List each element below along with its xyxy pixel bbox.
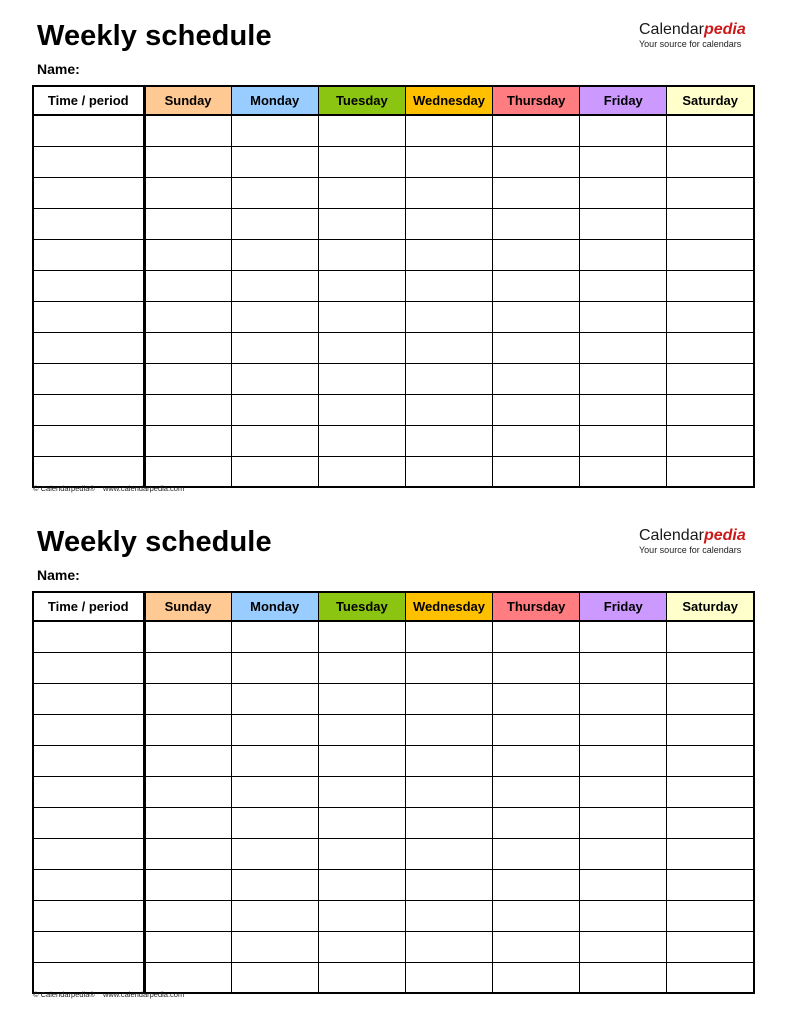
schedule-cell[interactable] [405, 900, 492, 931]
schedule-cell[interactable] [493, 239, 580, 270]
schedule-cell[interactable] [405, 714, 492, 745]
footer-credit [33, 990, 184, 999]
schedule-row [33, 115, 754, 146]
brand-name [639, 526, 769, 545]
schedule-row [33, 208, 754, 239]
schedule-body [33, 115, 754, 487]
schedule-cell[interactable] [580, 177, 667, 208]
schedule-cell[interactable] [580, 683, 667, 714]
schedule-cell[interactable] [667, 714, 754, 745]
schedule-cell[interactable] [667, 146, 754, 177]
schedule-cell[interactable] [405, 177, 492, 208]
schedule-cell[interactable] [144, 425, 231, 456]
schedule-cell[interactable] [667, 239, 754, 270]
header-saturday: Saturday [667, 592, 754, 621]
time-period-cell[interactable] [33, 456, 144, 487]
brand-name-main: Calendar [639, 527, 704, 544]
schedule-cell[interactable] [493, 621, 580, 652]
schedule-cell[interactable] [144, 270, 231, 301]
schedule-cell[interactable] [318, 456, 405, 487]
schedule-cell[interactable] [231, 456, 318, 487]
schedule-cell[interactable] [144, 456, 231, 487]
schedule-cell[interactable] [318, 394, 405, 425]
schedule-cell[interactable] [318, 869, 405, 900]
time-period-cell[interactable] [33, 621, 144, 652]
schedule-cell[interactable] [493, 683, 580, 714]
schedule-cell[interactable] [231, 745, 318, 776]
schedule-cell[interactable] [231, 776, 318, 807]
schedule-cell[interactable] [405, 838, 492, 869]
schedule-cell[interactable] [318, 363, 405, 394]
schedule-cell[interactable] [144, 745, 231, 776]
schedule-cell[interactable] [318, 301, 405, 332]
schedule-row [33, 425, 754, 456]
schedule-cell[interactable] [231, 807, 318, 838]
brand-name [639, 20, 769, 39]
header-row [33, 86, 754, 115]
header-saturday: Saturday [667, 86, 754, 115]
time-period-cell[interactable] [33, 363, 144, 394]
schedule-cell[interactable] [318, 931, 405, 962]
time-period-cell[interactable] [33, 394, 144, 425]
schedule-cell[interactable] [318, 208, 405, 239]
schedule-cell[interactable] [493, 270, 580, 301]
time-period-cell[interactable] [33, 177, 144, 208]
time-period-cell[interactable] [33, 332, 144, 363]
schedule-cell[interactable] [667, 869, 754, 900]
page-title: Weekly schedule [37, 20, 272, 52]
schedule-table [32, 85, 755, 488]
schedule-row [33, 714, 754, 745]
footer-copyright: © Calendarpedia® [33, 484, 95, 493]
schedule-cell[interactable] [231, 363, 318, 394]
name-label: Name: [37, 61, 80, 77]
schedule-cell[interactable] [493, 838, 580, 869]
schedule-cell[interactable] [667, 807, 754, 838]
header-wednesday: Wednesday [405, 592, 492, 621]
schedule-row [33, 146, 754, 177]
schedule-cell[interactable] [318, 683, 405, 714]
schedule-cell[interactable] [405, 332, 492, 363]
schedule-cell[interactable] [144, 900, 231, 931]
time-period-cell[interactable] [33, 652, 144, 683]
time-period-cell[interactable] [33, 425, 144, 456]
schedule-cell[interactable] [144, 146, 231, 177]
schedule-cell[interactable] [580, 714, 667, 745]
schedule-cell[interactable] [318, 332, 405, 363]
schedule-cell[interactable] [318, 177, 405, 208]
schedule-cell[interactable] [405, 652, 492, 683]
schedule-cell[interactable] [231, 301, 318, 332]
schedule-cell[interactable] [231, 146, 318, 177]
schedule-cell[interactable] [144, 807, 231, 838]
name-label: Name: [37, 567, 80, 583]
schedule-cell[interactable] [580, 745, 667, 776]
time-period-cell[interactable] [33, 208, 144, 239]
schedule-cell[interactable] [493, 962, 580, 993]
schedule-cell[interactable] [144, 652, 231, 683]
schedule-cell[interactable] [144, 776, 231, 807]
schedule-cell[interactable] [580, 621, 667, 652]
schedule-cell[interactable] [405, 776, 492, 807]
schedule-row [33, 363, 754, 394]
header-row [33, 592, 754, 621]
schedule-cell[interactable] [231, 239, 318, 270]
schedule-cell[interactable] [580, 838, 667, 869]
schedule-cell[interactable] [144, 869, 231, 900]
schedule-cell[interactable] [318, 146, 405, 177]
schedule-cell[interactable] [493, 456, 580, 487]
schedule-cell[interactable] [493, 425, 580, 456]
brand-tagline: Your source for calendars [639, 39, 742, 49]
header-monday: Monday [231, 86, 318, 115]
time-period-cell[interactable] [33, 146, 144, 177]
schedule-cell[interactable] [580, 363, 667, 394]
schedule-cell[interactable] [318, 962, 405, 993]
schedule-cell[interactable] [318, 425, 405, 456]
schedule-cell[interactable] [231, 394, 318, 425]
time-period-cell[interactable] [33, 838, 144, 869]
schedule-row [33, 456, 754, 487]
schedule-cell[interactable] [493, 745, 580, 776]
schedule-cell[interactable] [144, 394, 231, 425]
footer-url: www.calendarpedia.com [102, 484, 185, 493]
schedule-cell[interactable] [667, 425, 754, 456]
schedule-row [33, 621, 754, 652]
schedule-cell[interactable] [318, 776, 405, 807]
schedule-cell[interactable] [667, 745, 754, 776]
brand-logo [639, 20, 769, 50]
time-period-cell[interactable] [33, 714, 144, 745]
schedule-cell[interactable] [405, 146, 492, 177]
schedule-cell[interactable] [318, 714, 405, 745]
header-time-period: Time / period [33, 86, 144, 115]
schedule-cell[interactable] [144, 301, 231, 332]
footer-url: www.calendarpedia.com [102, 990, 185, 999]
schedule-cell[interactable] [318, 115, 405, 146]
schedule-cell[interactable] [493, 177, 580, 208]
schedule-cell[interactable] [667, 900, 754, 931]
schedule-cell[interactable] [144, 714, 231, 745]
header-thursday: Thursday [493, 86, 580, 115]
brand-logo [639, 526, 769, 556]
schedule-cell[interactable] [580, 208, 667, 239]
schedule-row [33, 745, 754, 776]
schedule-cell[interactable] [493, 900, 580, 931]
schedule-cell[interactable] [493, 394, 580, 425]
schedule-cell[interactable] [144, 239, 231, 270]
schedule-cell[interactable] [580, 962, 667, 993]
schedule-cell[interactable] [580, 394, 667, 425]
schedule-row [33, 394, 754, 425]
schedule-table [32, 591, 755, 994]
schedule-cell[interactable] [231, 425, 318, 456]
header-friday: Friday [580, 86, 667, 115]
schedule-cell[interactable] [580, 301, 667, 332]
schedule-cell[interactable] [405, 425, 492, 456]
schedule-cell[interactable] [144, 115, 231, 146]
schedule-cell[interactable] [493, 776, 580, 807]
schedule-cell[interactable] [405, 456, 492, 487]
schedule-cell[interactable] [493, 714, 580, 745]
schedule-cell[interactable] [667, 456, 754, 487]
schedule-body [33, 621, 754, 993]
time-period-cell[interactable] [33, 745, 144, 776]
schedule-cell[interactable] [318, 900, 405, 931]
schedule-cell[interactable] [580, 332, 667, 363]
header-sunday: Sunday [144, 592, 231, 621]
schedule-cell[interactable] [231, 869, 318, 900]
schedule-cell[interactable] [405, 115, 492, 146]
time-period-cell[interactable] [33, 776, 144, 807]
schedule-cell[interactable] [667, 301, 754, 332]
time-period-cell[interactable] [33, 869, 144, 900]
schedule-cell[interactable] [318, 652, 405, 683]
time-period-cell[interactable] [33, 683, 144, 714]
schedule-row [33, 332, 754, 363]
schedule-cell[interactable] [144, 208, 231, 239]
schedule-row [33, 239, 754, 270]
schedule-cell[interactable] [667, 270, 754, 301]
time-period-cell[interactable] [33, 931, 144, 962]
schedule-cell[interactable] [667, 332, 754, 363]
time-period-cell[interactable] [33, 301, 144, 332]
schedule-cell[interactable] [580, 807, 667, 838]
time-period-cell[interactable] [33, 239, 144, 270]
schedule-cell[interactable] [318, 621, 405, 652]
schedule-cell[interactable] [144, 931, 231, 962]
brand-name-main: Calendar [639, 21, 704, 38]
schedule-cell[interactable] [405, 239, 492, 270]
schedule-cell[interactable] [144, 621, 231, 652]
schedule-cell[interactable] [667, 838, 754, 869]
schedule-cell[interactable] [580, 900, 667, 931]
schedule-row [33, 962, 754, 993]
schedule-cell[interactable] [580, 869, 667, 900]
schedule-cell[interactable] [318, 239, 405, 270]
time-period-cell[interactable] [33, 807, 144, 838]
header-monday: Monday [231, 592, 318, 621]
schedule-cell[interactable] [405, 621, 492, 652]
schedule-cell[interactable] [318, 838, 405, 869]
schedule-cell[interactable] [493, 869, 580, 900]
schedule-row [33, 652, 754, 683]
schedule-cell[interactable] [667, 652, 754, 683]
schedule-cell[interactable] [493, 301, 580, 332]
schedule-cell[interactable] [405, 869, 492, 900]
schedule-row [33, 776, 754, 807]
header-sunday: Sunday [144, 86, 231, 115]
brand-name-accent: pedia [703, 21, 746, 38]
schedule-cell[interactable] [667, 931, 754, 962]
schedule-cell[interactable] [405, 931, 492, 962]
schedule-cell[interactable] [667, 208, 754, 239]
schedule-cell[interactable] [231, 900, 318, 931]
time-period-cell[interactable] [33, 115, 144, 146]
schedule-cell[interactable] [580, 776, 667, 807]
schedule-cell[interactable] [405, 745, 492, 776]
schedule-cell[interactable] [580, 146, 667, 177]
schedule-cell[interactable] [493, 363, 580, 394]
schedule-cell[interactable] [405, 270, 492, 301]
weekly-schedule-1 [0, 0, 787, 500]
schedule-cell[interactable] [493, 208, 580, 239]
page-title: Weekly schedule [37, 526, 272, 558]
schedule-cell[interactable] [493, 146, 580, 177]
weekly-schedule-2 [0, 506, 787, 1006]
schedule-cell[interactable] [580, 115, 667, 146]
schedule-cell[interactable] [405, 301, 492, 332]
time-period-cell[interactable] [33, 270, 144, 301]
schedule-cell[interactable] [667, 683, 754, 714]
header-friday: Friday [580, 592, 667, 621]
schedule-cell[interactable] [405, 394, 492, 425]
schedule-cell[interactable] [231, 270, 318, 301]
schedule-cell[interactable] [231, 177, 318, 208]
time-period-cell[interactable] [33, 900, 144, 931]
schedule-cell[interactable] [580, 931, 667, 962]
schedule-cell[interactable] [318, 745, 405, 776]
schedule-cell[interactable] [231, 332, 318, 363]
schedule-cell[interactable] [493, 332, 580, 363]
schedule-cell[interactable] [144, 838, 231, 869]
schedule-cell[interactable] [405, 208, 492, 239]
schedule-cell[interactable] [493, 931, 580, 962]
schedule-cell[interactable] [231, 962, 318, 993]
schedule-cell[interactable] [231, 621, 318, 652]
header-tuesday: Tuesday [318, 592, 405, 621]
schedule-cell[interactable] [405, 807, 492, 838]
schedule-row [33, 301, 754, 332]
schedule-cell[interactable] [580, 652, 667, 683]
schedule-cell[interactable] [144, 683, 231, 714]
schedule-cell[interactable] [667, 962, 754, 993]
header-time-period: Time / period [33, 592, 144, 621]
schedule-cell[interactable] [144, 363, 231, 394]
schedule-row [33, 683, 754, 714]
schedule-cell[interactable] [580, 425, 667, 456]
schedule-cell[interactable] [231, 931, 318, 962]
schedule-cell[interactable] [667, 394, 754, 425]
schedule-cell[interactable] [493, 652, 580, 683]
footer-credit [33, 484, 184, 493]
schedule-cell[interactable] [405, 363, 492, 394]
footer-copyright: © Calendarpedia® [33, 990, 95, 999]
schedule-cell[interactable] [667, 177, 754, 208]
schedule-cell[interactable] [580, 239, 667, 270]
schedule-cell[interactable] [580, 270, 667, 301]
schedule-cell[interactable] [405, 962, 492, 993]
schedule-cell[interactable] [405, 683, 492, 714]
schedule-cell[interactable] [231, 714, 318, 745]
header-tuesday: Tuesday [318, 86, 405, 115]
time-period-cell[interactable] [33, 962, 144, 993]
schedule-cell[interactable] [318, 807, 405, 838]
schedule-row [33, 177, 754, 208]
schedule-cell[interactable] [231, 208, 318, 239]
schedule-row [33, 900, 754, 931]
header-thursday: Thursday [493, 592, 580, 621]
schedule-cell[interactable] [667, 776, 754, 807]
schedule-cell[interactable] [318, 270, 405, 301]
schedule-cell[interactable] [144, 962, 231, 993]
schedule-cell[interactable] [493, 115, 580, 146]
schedule-cell[interactable] [667, 363, 754, 394]
schedule-cell[interactable] [231, 115, 318, 146]
schedule-row [33, 270, 754, 301]
schedule-cell[interactable] [580, 456, 667, 487]
schedule-cell[interactable] [667, 115, 754, 146]
schedule-cell[interactable] [144, 332, 231, 363]
brand-tagline: Your source for calendars [639, 545, 742, 555]
schedule-cell[interactable] [493, 807, 580, 838]
schedule-cell[interactable] [231, 652, 318, 683]
schedule-row [33, 869, 754, 900]
schedule-cell[interactable] [231, 683, 318, 714]
schedule-row [33, 931, 754, 962]
header-wednesday: Wednesday [405, 86, 492, 115]
schedule-row [33, 838, 754, 869]
schedule-cell[interactable] [144, 177, 231, 208]
schedule-cell[interactable] [667, 621, 754, 652]
brand-name-accent: pedia [703, 527, 746, 544]
schedule-row [33, 807, 754, 838]
schedule-cell[interactable] [231, 838, 318, 869]
